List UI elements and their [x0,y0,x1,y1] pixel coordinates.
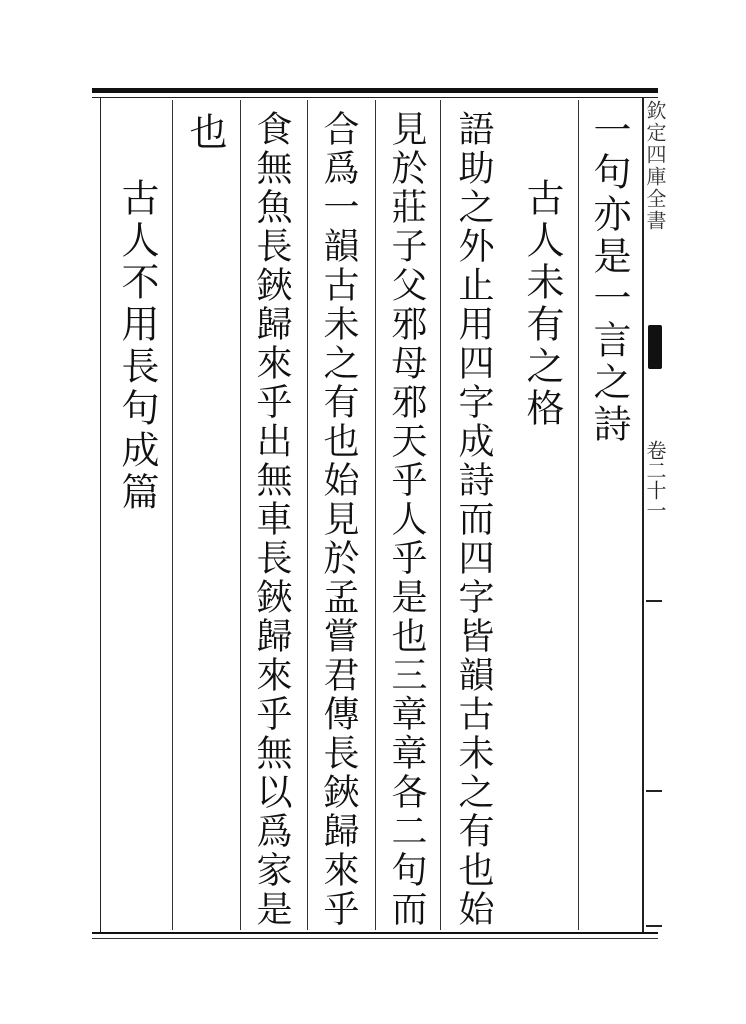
column-divider [578,100,579,930]
top-border-rule [92,88,658,93]
column-divider [375,100,376,930]
text-column-3: 語助之外止用四字成詩而四字皆韻古未之有也始 [453,110,494,929]
text-column-6: 食無魚長鋏歸來乎出無車長鋏歸來乎無以爲家是 [251,110,292,929]
volume-label: 卷二十一 [643,440,667,520]
margin-tick [646,600,662,602]
text-column-1: 一句亦是一言之詩 [587,110,631,446]
text-column-8: 古人不用長句成篇 [115,178,159,514]
text-column-7: 也 [183,112,227,154]
bottom-border-thin-rule [92,938,658,939]
column-divider [440,100,441,930]
text-column-4: 見於莊子父邪母邪天乎人乎是也三章章各二句而 [386,110,427,929]
text-column-5: 合爲一韻古未之有也始見於孟嘗君傳長鋏歸來乎 [318,110,359,929]
bottom-border-rule [92,932,658,934]
margin-tick [646,790,662,792]
column-divider [307,100,308,930]
text-column-2: 古人未有之格 [520,178,564,430]
top-border-thin-rule [92,97,658,98]
left-frame-line [100,97,101,932]
margin-tick [646,925,662,927]
fish-tail-mark [648,325,662,369]
book-title-margin: 欽定四庫全書 [643,100,667,232]
column-divider [240,100,241,930]
column-divider [172,100,173,930]
